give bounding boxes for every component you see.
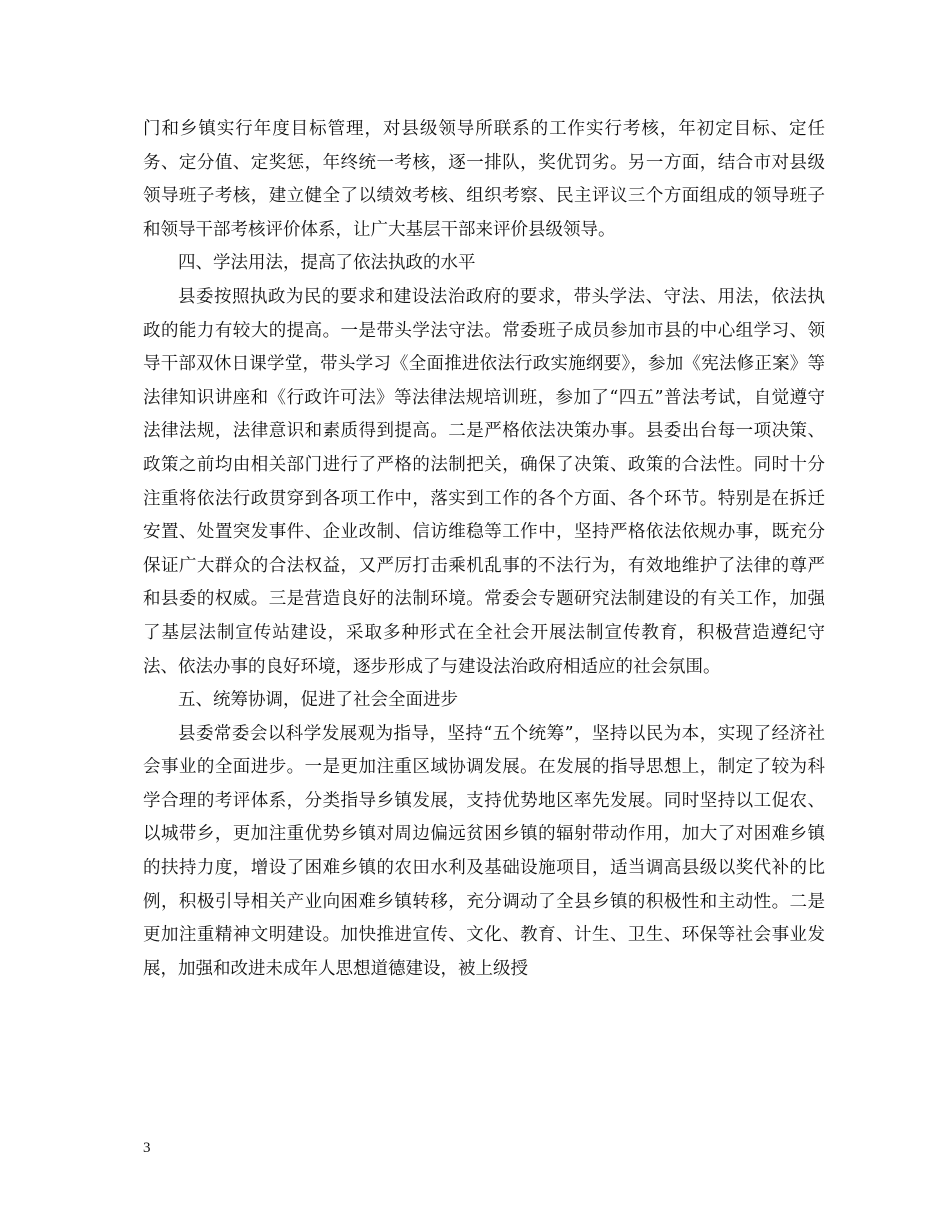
page-number: 3 xyxy=(143,1140,151,1156)
section-heading-5: 五、统筹协调，促进了社会全面进步 xyxy=(178,690,458,711)
paragraph-continuation: 门和乡镇实行年度目标管理，对县级领导所联系的工作实行考核，年初定目标、定任务、定分值、定奖惩，年终统一考核，逐一排队，奖优罚劣。另一方面，结合市对县级领导班子考核，建立健全了以绩效考核、组织考察、民主评议三个方面组成的领导班子和领导干部考核评价体系，让广大基层干部来评价县级领导。 xyxy=(143,119,825,240)
document-body xyxy=(143,113,825,986)
paragraph-coordination: 县委常委会以科学发展观为指导，坚持“五个统筹”，坚持以民为本，实现了经济社会事业的全面进步。一是更加注重区域协调发展。在发展的指导思想上，制定了较为科学合理的考评体系，分类指导乡镇发展，支持优势地区率先发展。同时坚持以工促农、以城带乡，更加注重优势乡镇对周边偏远贫困乡镇的辐射带动作用，加大了对困难乡镇的扶持力度，增设了困难乡镇的农田水利及基础设施项目，适当调高县级以奖代补的比例，积极引导相关产业向困难乡镇转移，充分调动了全县乡镇的积极性和主动性。二是更加注重精神文明建设。加快推进宣传、文化、教育、计生、卫生、环保等社会事业发展，加强和改进未成年人思想道德建设，被上级授 xyxy=(143,723,825,979)
paragraph-rule-of-law: 县委按照执政为民的要求和建设法治政府的要求，带头学法、守法、用法，依法执政的能力有较大的提高。一是带头学法守法。常委班子成员参加市县的中心组学习、领导干部双休日课学堂，带头学习《全面推进依法行政实施纲要》，参加《宪法修正案》等法律知识讲座和《行政许可法》等法律法规培训班，参加了“四五”普法考试，自觉遵守法律法规，法律意识和素质得到提高。二是严格依法决策办事。县委出台每一项决策、政策之前均由相关部门进行了严格的法制把关，确保了决策、政策的合法性。同时十分注重将依法行政贯穿到各项工作中，落实到工作的各个方面、各个环节。特别是在拆迁安置、处置突发事件、企业改制、信访维稳等工作中，坚持严格依法依规办事，既充分保证广大群众的合法权益，又严厉打击乘机乱事的不法行为，有效地维护了法律的尊严和县委的权威。三是营造良好的法制环境。常委会专题研究法制建设的有关工作，加强了基层法制宣传站建设，采取多种形式在全社会开展法制宣传教育，积极营造遵纪守法、依法办事的良好环境，逐步形成了与建设法治政府相适应的社会氛围。 xyxy=(143,286,825,677)
section-heading-4: 四、学法用法，提高了依法执政的水平 xyxy=(178,253,476,274)
